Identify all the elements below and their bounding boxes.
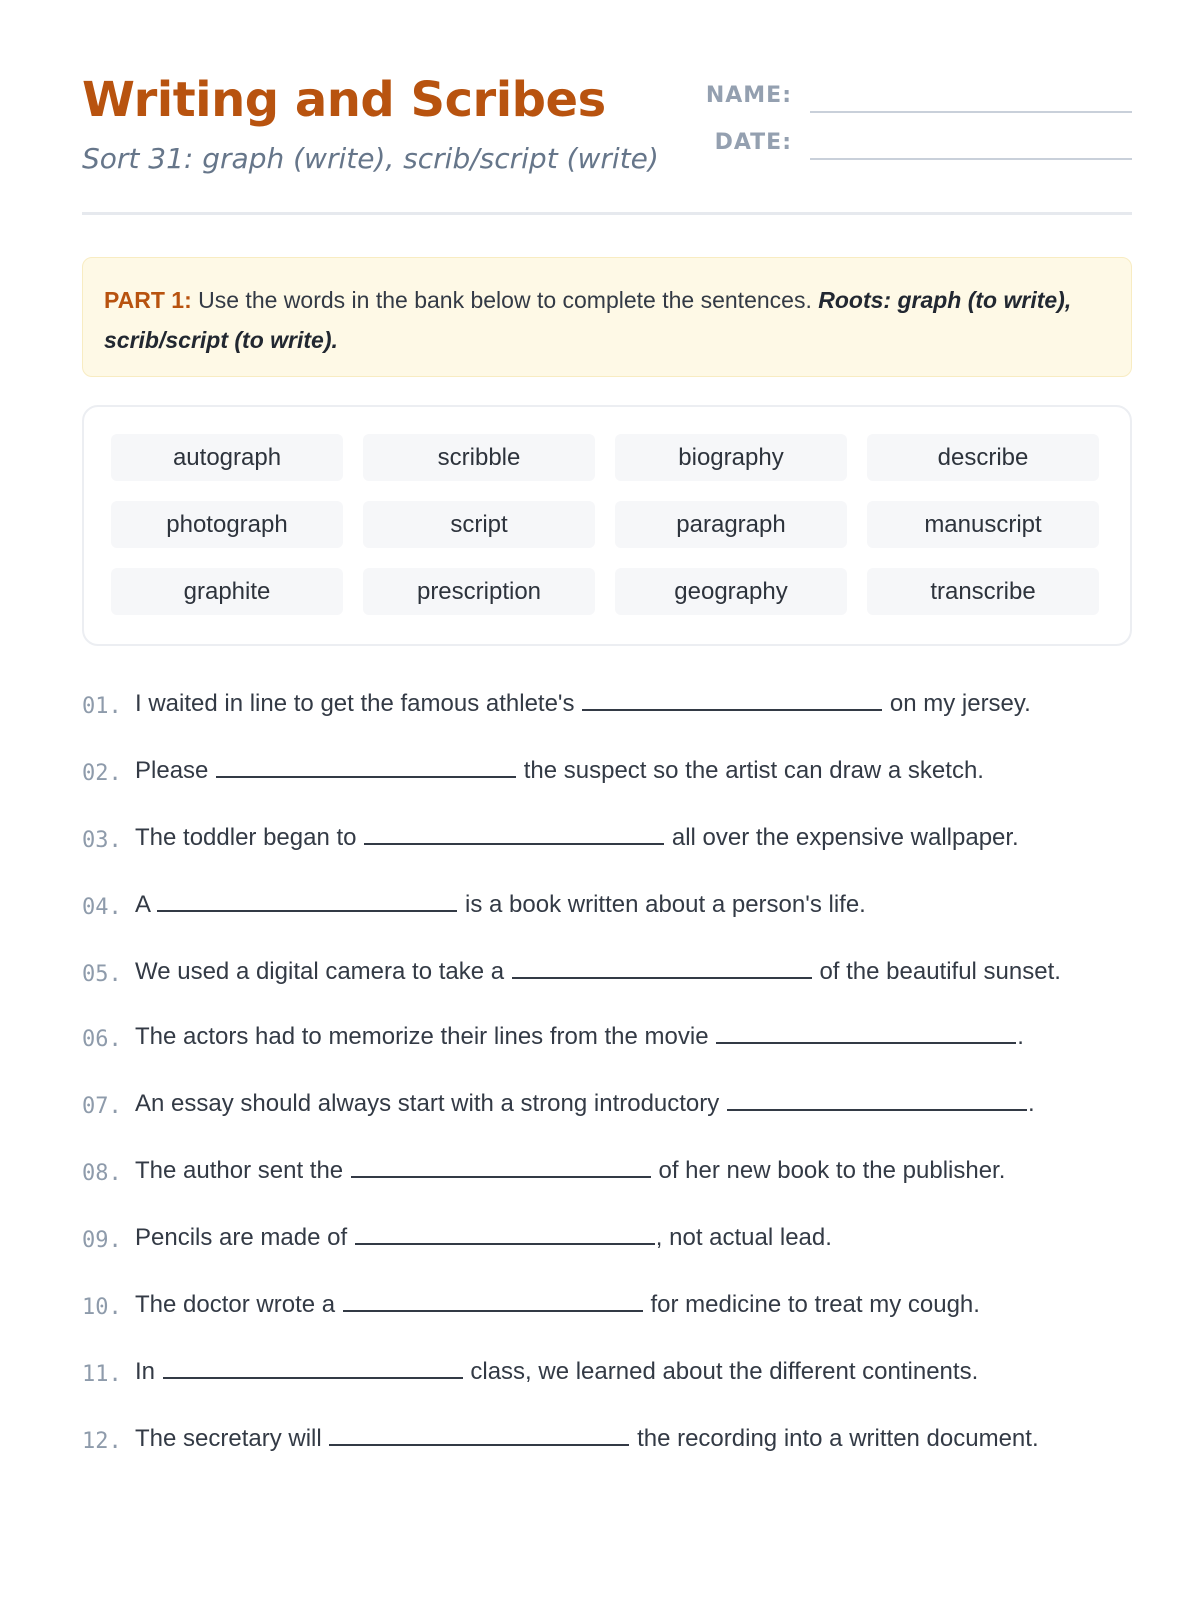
answer-blank[interactable] — [727, 1089, 1027, 1111]
sentence-text-before: We used a digital camera to take a — [135, 958, 505, 985]
sentence-text-after: . — [1027, 1090, 1035, 1117]
answer-blank[interactable] — [582, 689, 882, 711]
sentence-item — [82, 886, 1132, 923]
name-field[interactable] — [810, 111, 1132, 113]
roots-note: Roots: graph (to write), scrib/script (to write). — [104, 287, 1072, 353]
answer-blank[interactable] — [157, 890, 457, 912]
sentence-text-after: all over the expensive wallpaper. — [671, 824, 1019, 851]
word-bank-item: describe — [867, 434, 1099, 481]
instructions-text: Use the words in the bank below to complete the sentences. — [198, 287, 812, 313]
worksheet-page — [82, 0, 1132, 1600]
sentence-number: 02. — [82, 761, 122, 786]
sentence-text-before: The toddler began to — [135, 824, 357, 851]
sentence-number: 08. — [82, 1161, 122, 1186]
word-bank-item: photograph — [111, 501, 343, 548]
sentence-list — [82, 685, 1132, 1487]
answer-blank[interactable] — [355, 1223, 655, 1245]
answer-blank[interactable] — [364, 823, 664, 845]
instructions-box — [82, 257, 1132, 377]
word-bank-item: scribble — [363, 434, 595, 481]
sentence-text-before: A — [135, 891, 150, 918]
sentence-number: 10. — [82, 1295, 122, 1320]
date-label: DATE: — [714, 130, 792, 155]
sentence-text-after: the suspect so the artist can draw a sketch. — [523, 757, 984, 784]
sentence-item — [82, 1420, 1132, 1457]
word-bank-item: manuscript — [867, 501, 1099, 548]
sentence-text-after: for medicine to treat my cough. — [650, 1291, 980, 1318]
word-bank-item: biography — [615, 434, 847, 481]
sentence-text-before: Please — [135, 757, 209, 784]
sentence-text-after: class, we learned about the different continents. — [470, 1358, 979, 1385]
name-label: NAME: — [705, 83, 792, 108]
sentence-text-after: the recording into a written document. — [637, 1425, 1039, 1452]
word-bank-item: autograph — [111, 434, 343, 481]
word-bank-item: graphite — [111, 568, 343, 615]
sentence-item — [82, 819, 1132, 856]
sentence-text-before: The author sent the — [135, 1157, 344, 1184]
word-bank-item: geography — [615, 568, 847, 615]
sentence-text-after: is a book written about a person's life. — [465, 891, 866, 918]
word-bank-item: transcribe — [867, 568, 1099, 615]
word-bank — [82, 405, 1132, 646]
header-divider — [82, 212, 1132, 215]
sentence-number: 06. — [82, 1027, 122, 1052]
sentence-item — [82, 1018, 1132, 1055]
sentence-text-before: In — [135, 1358, 156, 1385]
sentence-text-before: The actors had to memorize their lines from the movie — [135, 1023, 709, 1050]
sentence-item — [82, 752, 1132, 789]
sentence-text-before: I waited in line to get the famous athlete's — [135, 690, 575, 717]
sentence-item — [82, 1353, 1132, 1390]
sentence-item — [82, 1152, 1132, 1189]
answer-blank[interactable] — [329, 1424, 629, 1446]
sentence-text-before: An essay should always start with a strong introductory — [135, 1090, 720, 1117]
word-bank-item: script — [363, 501, 595, 548]
sentence-text-after: of her new book to the publisher. — [658, 1157, 1006, 1184]
answer-blank[interactable] — [163, 1357, 463, 1379]
sentence-text-before: The doctor wrote a — [135, 1291, 336, 1318]
answer-blank[interactable] — [343, 1290, 643, 1312]
sentence-item — [82, 953, 1132, 990]
sentence-number: 01. — [82, 694, 122, 719]
sentence-text-after: of the beautiful sunset. — [819, 958, 1061, 985]
sentence-number: 05. — [82, 962, 122, 987]
part-label: PART 1: — [104, 287, 192, 313]
sentence-number: 09. — [82, 1228, 122, 1253]
sentence-item — [82, 1219, 1132, 1256]
sentence-text-before: The secretary will — [135, 1425, 322, 1452]
answer-blank[interactable] — [716, 1022, 1016, 1044]
sentence-number: 07. — [82, 1094, 122, 1119]
answer-blank[interactable] — [512, 957, 812, 979]
sentence-item — [82, 685, 1132, 722]
sentence-number: 04. — [82, 895, 122, 920]
sentence-item — [82, 1286, 1132, 1323]
sentence-number: 12. — [82, 1429, 122, 1454]
sentence-text-after: . — [1017, 1023, 1024, 1050]
sentence-number: 03. — [82, 828, 122, 853]
sentence-text-before: Pencils are made of — [135, 1224, 348, 1251]
word-bank-item: paragraph — [615, 501, 847, 548]
sentence-text-after: , not actual lead. — [655, 1224, 832, 1251]
date-field[interactable] — [810, 158, 1132, 160]
page-title: Writing and Scribes — [82, 72, 606, 128]
sentence-item — [82, 1085, 1132, 1122]
sentence-number: 11. — [82, 1362, 122, 1387]
answer-blank[interactable] — [216, 756, 516, 778]
name-field-row — [692, 78, 1132, 118]
page-subtitle: Sort 31: graph (write), scrib/script (write) — [82, 142, 659, 175]
word-bank-item: prescription — [363, 568, 595, 615]
worksheet-header — [82, 72, 1132, 212]
date-field-row — [692, 125, 1132, 165]
sentence-text-after: on my jersey. — [889, 690, 1031, 717]
answer-blank[interactable] — [351, 1156, 651, 1178]
